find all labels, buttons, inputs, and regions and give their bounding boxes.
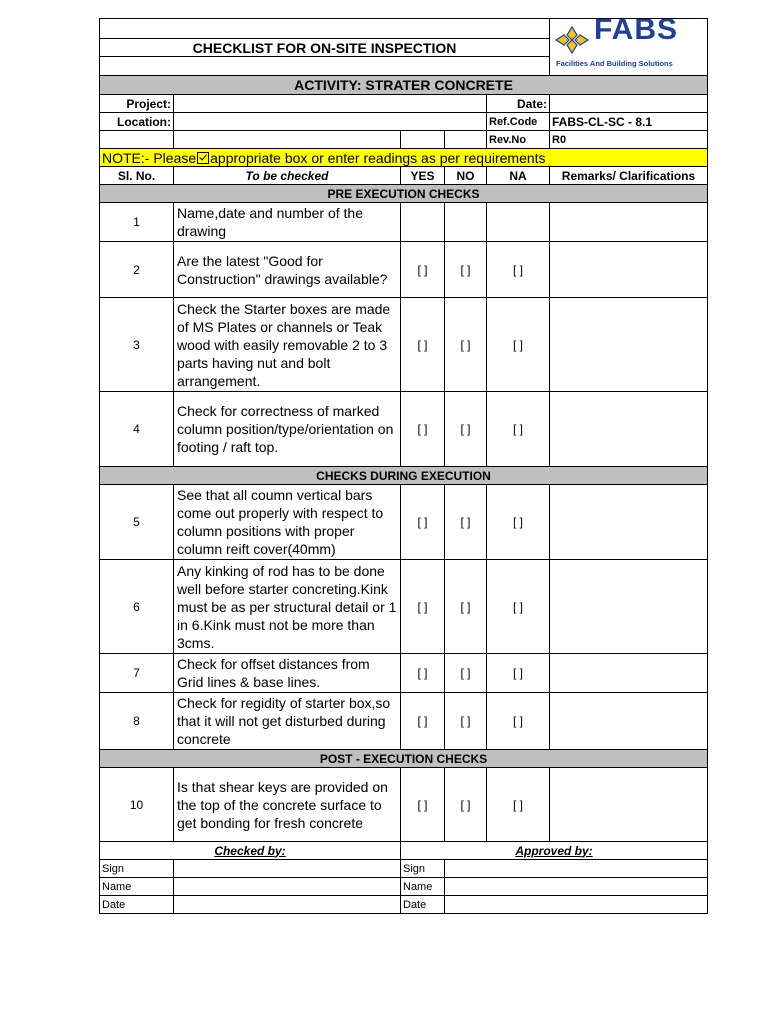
revno-blank-3 xyxy=(401,131,445,149)
checkbox-ticked-icon xyxy=(197,152,209,164)
no-checkbox[interactable]: [ ] xyxy=(445,654,487,693)
note-prefix: NOTE:- Please xyxy=(102,149,197,166)
checked-sign-label: Sign xyxy=(100,860,174,878)
remarks-cell[interactable] xyxy=(550,203,708,242)
na-checkbox[interactable]: [ ] xyxy=(487,654,550,693)
revno-blank-2 xyxy=(174,131,401,149)
logo-tagline: Facilities And Building Solutions xyxy=(556,59,673,68)
check-description: Name,date and number of the drawing xyxy=(174,203,401,242)
table-row xyxy=(100,485,708,560)
na-cell[interactable] xyxy=(487,203,550,242)
yes-checkbox[interactable]: [ ] xyxy=(401,560,445,654)
refcode-value: FABS-CL-SC - 8.1 xyxy=(550,113,708,131)
remarks-cell[interactable] xyxy=(550,242,708,298)
col-header-remarks: Remarks/ Clarifications xyxy=(550,167,708,185)
date-label: Date: xyxy=(487,95,550,113)
check-description: Any kinking of rod has to be done well before starter concreting.Kink must be as per structural detail or 1 in 6.Kink must not be more than 3cms. xyxy=(174,560,401,654)
checked-date-label: Date xyxy=(100,896,174,914)
section-during-execution: CHECKS DURING EXECUTION xyxy=(100,467,708,485)
na-checkbox[interactable]: [ ] xyxy=(487,242,550,298)
row-number: 8 xyxy=(100,693,174,750)
col-header-no: NO xyxy=(445,167,487,185)
yes-checkbox[interactable]: [ ] xyxy=(401,693,445,750)
project-label: Project: xyxy=(100,95,174,113)
na-checkbox[interactable]: [ ] xyxy=(487,560,550,654)
remarks-cell[interactable] xyxy=(550,392,708,467)
yes-checkbox[interactable]: [ ] xyxy=(401,242,445,298)
section-pre-execution: PRE EXECUTION CHECKS xyxy=(100,185,708,203)
row-number: 6 xyxy=(100,560,174,654)
title-blank-top xyxy=(100,19,550,39)
title-blank-bottom xyxy=(100,57,550,76)
col-header-yes: YES xyxy=(401,167,445,185)
checked-name-field[interactable] xyxy=(174,878,401,896)
no-checkbox[interactable]: [ ] xyxy=(445,693,487,750)
yes-checkbox[interactable]: [ ] xyxy=(401,485,445,560)
table-row xyxy=(100,242,708,298)
checked-date-field[interactable] xyxy=(174,896,401,914)
table-row xyxy=(100,768,708,842)
na-checkbox[interactable]: [ ] xyxy=(487,768,550,842)
table-row xyxy=(100,560,708,654)
project-field[interactable] xyxy=(174,95,487,113)
no-cell[interactable] xyxy=(445,203,487,242)
row-number: 1 xyxy=(100,203,174,242)
row-number: 10 xyxy=(100,768,174,842)
no-checkbox[interactable]: [ ] xyxy=(445,560,487,654)
check-description: Check for correctness of marked column position/type/orientation on footing / raft top. xyxy=(174,392,401,467)
remarks-cell[interactable] xyxy=(550,298,708,392)
revno-blank-4 xyxy=(445,131,487,149)
checked-by-heading: Checked by: xyxy=(100,842,401,860)
na-checkbox[interactable]: [ ] xyxy=(487,298,550,392)
col-header-sl-no: Sl. No. xyxy=(100,167,174,185)
table-row xyxy=(100,693,708,750)
no-checkbox[interactable]: [ ] xyxy=(445,298,487,392)
checked-sign-field[interactable] xyxy=(174,860,401,878)
na-checkbox[interactable]: [ ] xyxy=(487,693,550,750)
refcode-label: Ref.Code xyxy=(487,113,550,131)
check-description: Check the Starter boxes are made of MS Plates or channels or Teak wood with easily removable 2 to 3 parts having nut and bolt arrangement. xyxy=(174,298,401,392)
yes-checkbox[interactable]: [ ] xyxy=(401,768,445,842)
revno-label: Rev.No xyxy=(487,131,550,149)
note-row xyxy=(100,149,708,167)
remarks-cell[interactable] xyxy=(550,654,708,693)
checked-name-label: Name xyxy=(100,878,174,896)
location-label: Location: xyxy=(100,113,174,131)
approved-sign-label: Sign xyxy=(401,860,445,878)
col-header-na: NA xyxy=(487,167,550,185)
logo-wordmark: FABS xyxy=(594,18,679,46)
yes-checkbox[interactable]: [ ] xyxy=(401,392,445,467)
row-number: 2 xyxy=(100,242,174,298)
revno-value: R0 xyxy=(550,131,708,149)
na-checkbox[interactable]: [ ] xyxy=(487,392,550,467)
col-header-to-be-checked: To be checked xyxy=(174,167,401,185)
activity-title: ACTIVITY: STRATER CONCRETE xyxy=(100,76,708,95)
no-checkbox[interactable]: [ ] xyxy=(445,242,487,298)
table-row xyxy=(100,654,708,693)
row-number: 5 xyxy=(100,485,174,560)
check-description: See that all coumn vertical bars come out properly with respect to column positions with proper column reift cover(40mm) xyxy=(174,485,401,560)
check-description: Is that shear keys are provided on the top of the concrete surface to get bonding for fresh concrete xyxy=(174,768,401,842)
remarks-cell[interactable] xyxy=(550,485,708,560)
table-row xyxy=(100,203,708,242)
page-title: CHECKLIST FOR ON-SITE INSPECTION xyxy=(100,38,550,57)
yes-checkbox[interactable]: [ ] xyxy=(401,654,445,693)
approved-name-field[interactable] xyxy=(445,878,708,896)
check-description: Are the latest "Good for Construction" drawings available? xyxy=(174,242,401,298)
row-number: 4 xyxy=(100,392,174,467)
no-checkbox[interactable]: [ ] xyxy=(445,768,487,842)
remarks-cell[interactable] xyxy=(550,768,708,842)
na-checkbox[interactable]: [ ] xyxy=(487,485,550,560)
fabs-logo xyxy=(550,19,708,76)
row-number: 7 xyxy=(100,654,174,693)
yes-cell[interactable] xyxy=(401,203,445,242)
approved-date-label: Date xyxy=(401,896,445,914)
fabs-logo-icon xyxy=(554,25,590,55)
check-description: Check for offset distances from Grid lines & base lines. xyxy=(174,654,401,693)
remarks-cell[interactable] xyxy=(550,560,708,654)
table-row xyxy=(100,392,708,467)
check-description: Check for regidity of starter box,so that it will not get disturbed during concrete xyxy=(174,693,401,750)
remarks-cell[interactable] xyxy=(550,693,708,750)
approved-sign-field[interactable] xyxy=(445,860,708,878)
revno-blank-1 xyxy=(100,131,174,149)
no-checkbox[interactable]: [ ] xyxy=(445,485,487,560)
section-post-execution: POST - EXECUTION CHECKS xyxy=(100,750,708,768)
note-suffix: appropriate box or enter readings as per requirements xyxy=(210,149,546,166)
yes-checkbox[interactable]: [ ] xyxy=(401,298,445,392)
approved-name-label: Name xyxy=(401,878,445,896)
checklist-sheet xyxy=(99,18,707,914)
date-field[interactable] xyxy=(550,95,708,113)
table-row xyxy=(100,298,708,392)
location-field[interactable] xyxy=(174,113,487,131)
row-number: 3 xyxy=(100,298,174,392)
checklist-table xyxy=(99,18,708,914)
approved-by-heading: Approved by: xyxy=(401,842,708,860)
approved-date-field[interactable] xyxy=(445,896,708,914)
no-checkbox[interactable]: [ ] xyxy=(445,392,487,467)
